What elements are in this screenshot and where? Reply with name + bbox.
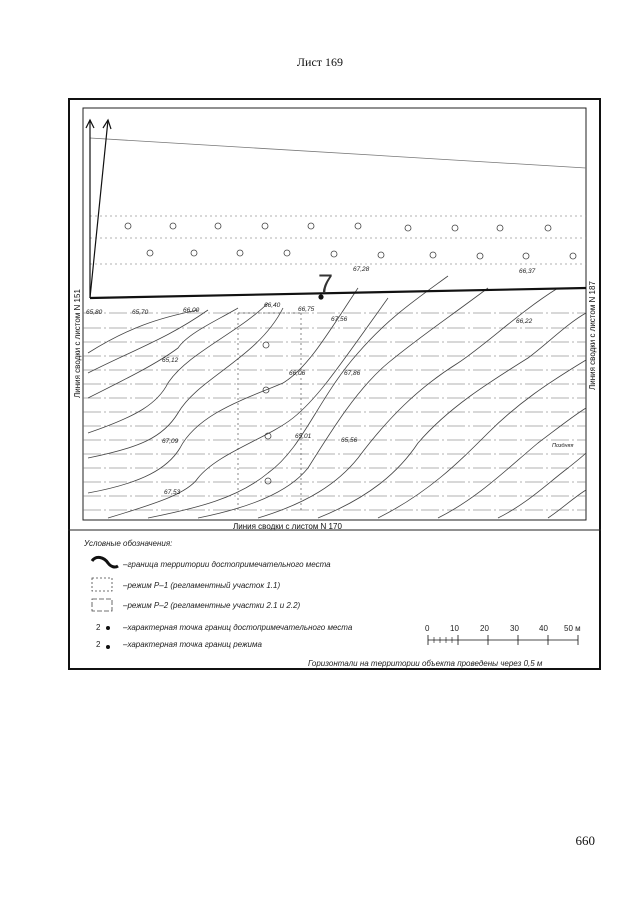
height-label: 65,80 bbox=[86, 309, 103, 316]
sheet-title: Лист 169 bbox=[296, 55, 344, 69]
height-label: 65,01 bbox=[295, 433, 312, 440]
svg-text:30: 30 bbox=[510, 624, 519, 633]
tree-markers-row-1 bbox=[125, 223, 551, 231]
height-label: 66,37 bbox=[519, 268, 536, 275]
legend-title: Условные обозначения: bbox=[84, 539, 173, 548]
height-label: 66,40 bbox=[264, 302, 281, 309]
legend-point-number: 2 bbox=[96, 640, 101, 649]
height-label: 67,56 bbox=[331, 316, 348, 323]
height-label: 65,12 bbox=[162, 357, 179, 364]
svg-text:0: 0 bbox=[425, 624, 430, 633]
place-label: Поздняя bbox=[552, 443, 574, 449]
zone-p1-symbol-icon bbox=[92, 578, 112, 591]
zone-p1-boundary bbox=[238, 313, 301, 510]
zone-markers bbox=[263, 342, 271, 484]
zone-p2-symbol-icon bbox=[92, 599, 112, 611]
contour-note: Горизонтали на территории объекта проведены через 0,5 м bbox=[308, 659, 543, 668]
boundary-symbol-icon bbox=[92, 557, 118, 567]
page-number: 660 bbox=[575, 833, 595, 848]
match-line-bottom: Линия сводки с листом N 170 bbox=[233, 522, 342, 531]
svg-text:40: 40 bbox=[539, 624, 548, 633]
height-label: 67,28 bbox=[353, 266, 370, 273]
site-boundary-line bbox=[90, 288, 586, 298]
svg-text:20: 20 bbox=[480, 624, 489, 633]
map-canvas bbox=[68, 98, 601, 670]
legend-point-number: 2 bbox=[96, 623, 101, 632]
match-line-right: Линия сводки с листом N 187 bbox=[588, 281, 597, 390]
road-line bbox=[90, 138, 586, 168]
tree-markers-row-2 bbox=[147, 250, 576, 259]
height-label: 66,22 bbox=[516, 318, 533, 325]
match-line-left: Линия сводки с листом N 151 bbox=[73, 289, 82, 398]
legend-item-p2: –режим Р–2 (регламентные участки 2.1 и 2.2) bbox=[123, 601, 301, 610]
height-label: 66,06 bbox=[289, 370, 306, 377]
svg-text:10: 10 bbox=[450, 624, 459, 633]
north-arrow-icon bbox=[86, 120, 111, 298]
legend-item-boundary: –граница территории достопримечательного места bbox=[123, 560, 331, 569]
height-label: 65,56 bbox=[341, 437, 358, 444]
height-label: 67,53 bbox=[164, 489, 181, 496]
height-label: 65,70 bbox=[132, 309, 149, 316]
height-label: 66,00 bbox=[183, 307, 200, 314]
legend-item-point-site: –характерная точка границ достопримечательного места bbox=[123, 623, 353, 632]
scale-bar bbox=[425, 624, 581, 645]
point-dot-icon bbox=[106, 645, 110, 649]
height-label: 66,75 bbox=[298, 306, 315, 313]
legend-item-point-regime: –характерная точка границ режима bbox=[123, 640, 262, 649]
map-inner-frame bbox=[83, 108, 586, 520]
height-label: 67,09 bbox=[162, 438, 179, 445]
legend-item-p1: –режим Р–1 (регламентный участок 1.1) bbox=[123, 581, 281, 590]
point-dot-icon bbox=[106, 626, 110, 630]
point-label: 7 bbox=[318, 269, 334, 299]
svg-text:50 м: 50 м bbox=[564, 624, 581, 633]
height-label: 67,86 bbox=[344, 370, 361, 377]
